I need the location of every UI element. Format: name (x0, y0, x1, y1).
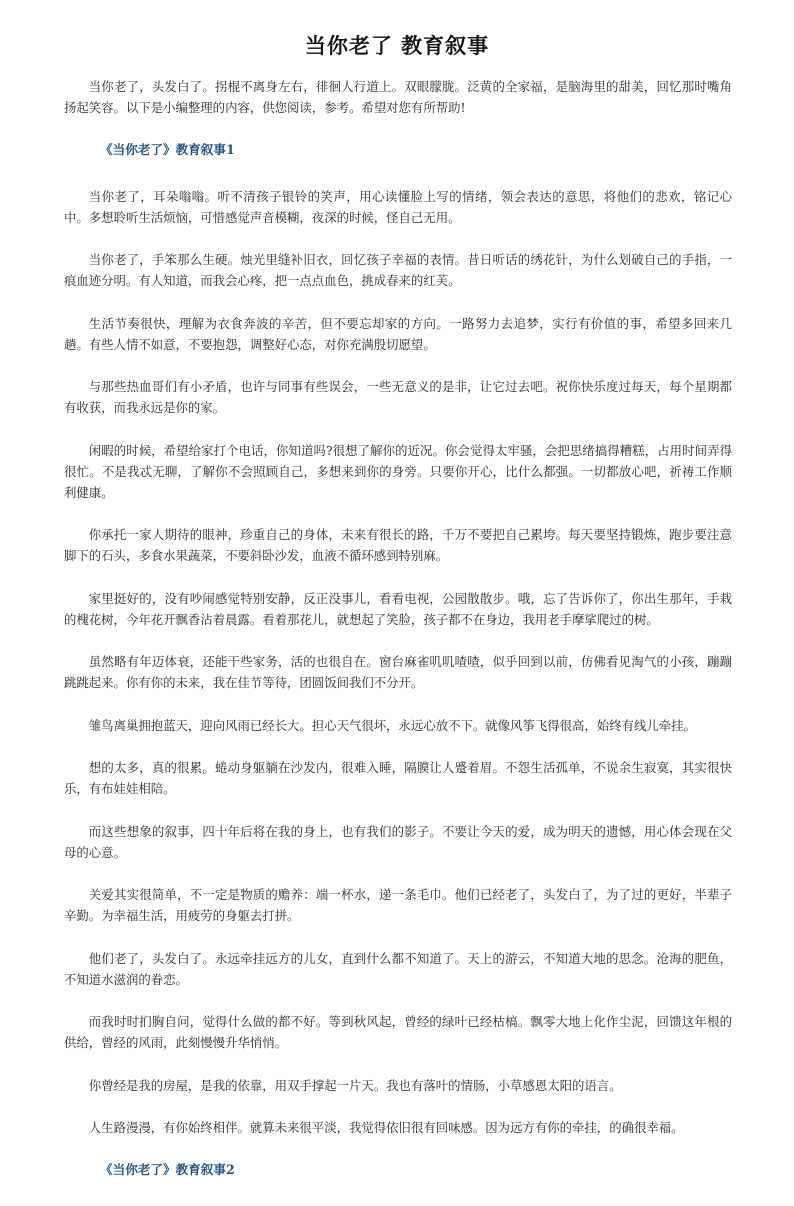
paragraph: 闲暇的时候，希望给家打个电话，你知道吗?很想了解你的近况。你会觉得太牢骚，会把思绪搞得糟糕，占用时间弄得很忙。不是我忒无聊，了解你不会照顾自己，多想来到你的身旁。只要你开心，比什么都强。一切都放心吧，祈祷工作顺利健康。 (64, 442, 732, 500)
paragraph: 人生路漫漫，有你始终相伴。就算未来很平淡，我觉得依旧很有回味感。因为远方有你的牵挂，的确很幸福。 (88, 1120, 684, 1135)
intro-paragraph: 当你老了，头发白了。拐棍不离身左右，徘徊人行道上。双眼朦胧。泛黄的全家福，是脑海里的甜美，回忆那时嘴角扬起笑容。以下是小编整理的内容，供您阅读，参考。希望对您有所帮助! (64, 79, 732, 115)
paragraph: 与那些热血哥们有小矛盾，也许与同事有些误会，一些无意义的是非，让它过去吧。祝你快乐度过每天，每个星期都有收获，而我永远是你的家。 (64, 379, 732, 415)
paragraph: 想的太多，真的很累。蜷动身躯躺在沙发内，很难入睡，隔膜让人蹙着眉。不怨生活孤单，不说余生寂寞，其实很快乐，有布娃娃相陪。 (64, 760, 732, 796)
paragraph: 而这些想象的叙事，四十年后将在我的身上，也有我们的影子。不要让今天的爱，成为明天的遗憾，用心体会现在父母的心意。 (64, 823, 732, 860)
paragraph: 生活节奏很快，理解为衣食奔波的辛苦，但不要忘却家的方向。一路努力去追梦，实行有价值的事，希望多回来几趟。有些人情不如意，不要抱怨，调整好心态，对你充满殷切愿望。 (64, 315, 732, 352)
section-heading-2: 《当你老了》教育叙事2 (100, 1161, 235, 1177)
paragraph: 关爱其实很简单，不一定是物质的赡养：端一杯水，递一条毛巾。他们已经老了，头发白了，为了过的更好，半辈子辛勤。为幸福生活，用疲劳的身躯去打拼。 (64, 887, 732, 923)
paragraph: 当你老了，耳朵嗡嗡。听不清孩子银铃的笑声，用心读懂脸上写的情绪，领会表达的意思，将他们的悲欢，铭记心中。多想聆听生活烦恼，可惜感觉声音模糊，夜深的时候，怪自己无用。 (64, 188, 732, 225)
paragraph: 虽然略有年迈体衰，还能干些家务，活的也很自在。窗台麻雀叽叽喳喳，似乎回到以前，仿佛看见淘气的小孩，蹦蹦跳跳起来。你有你的未来，我在佳节等待，团圆饭间我们不分开。 (64, 654, 732, 690)
paragraph: 而我时时扪胸自问，觉得什么做的都不好。等到秋风起，曾经的绿叶已经枯槁。飘零大地上化作尘泥，回馈这年根的供给，曾经的风雨，此刻慢慢升华悄悄。 (64, 1014, 732, 1050)
paragraph: 你承托一家人期待的眼神，珍重自己的身体，未来有很长的路，千万不要把自己累垮。每天要坚持锻炼，跑步要注意脚下的石头，多食水果蔬菜，不要斜卧沙发，血液不循环感到特别麻。 (64, 527, 732, 563)
document-body (64, 76, 732, 1206)
page-title: 当你老了 教育叙事 (304, 34, 490, 58)
paragraph: 家里挺好的，没有吵闹感觉特别安静，反正没事儿，看看电视，公园散散步。哦，忘了告诉你了，你出生那年，手栽的槐花树，今年花开飘香沾着晨露。看着那花儿，就想起了笑脸，孩子都不在身边，我用老手摩挲爬过的树。 (64, 590, 732, 627)
paragraph: 当你老了，手笨那么生硬。烛光里缝补旧衣，回忆孩子幸福的表情。昔日听话的绣花针，为什么划破自己的手指，一痕血迹分明。有人知道，而我会心疼，把一点点血色，挑成春来的红芙。 (64, 252, 732, 288)
paragraph: 他们老了，头发白了。永远牵挂远方的儿女，直到什么都不知道了。天上的游云，不知道大地的思念。沧海的肥鱼，不知道水滋润的眷恋。 (64, 950, 732, 987)
paragraph: 你曾经是我的房屋，是我的依靠，用双手撑起一片天。我也有落叶的情肠，小草感恩太阳的语言。 (88, 1077, 622, 1093)
section-heading-1: 《当你老了》教育叙事1 (100, 141, 235, 157)
paragraph: 雏鸟离巢拥抱蓝天，迎向风雨已经长大。担心天气很坏，永远心放不下。就像风筝飞得很高，始终有线儿牵挂。 (88, 717, 696, 733)
